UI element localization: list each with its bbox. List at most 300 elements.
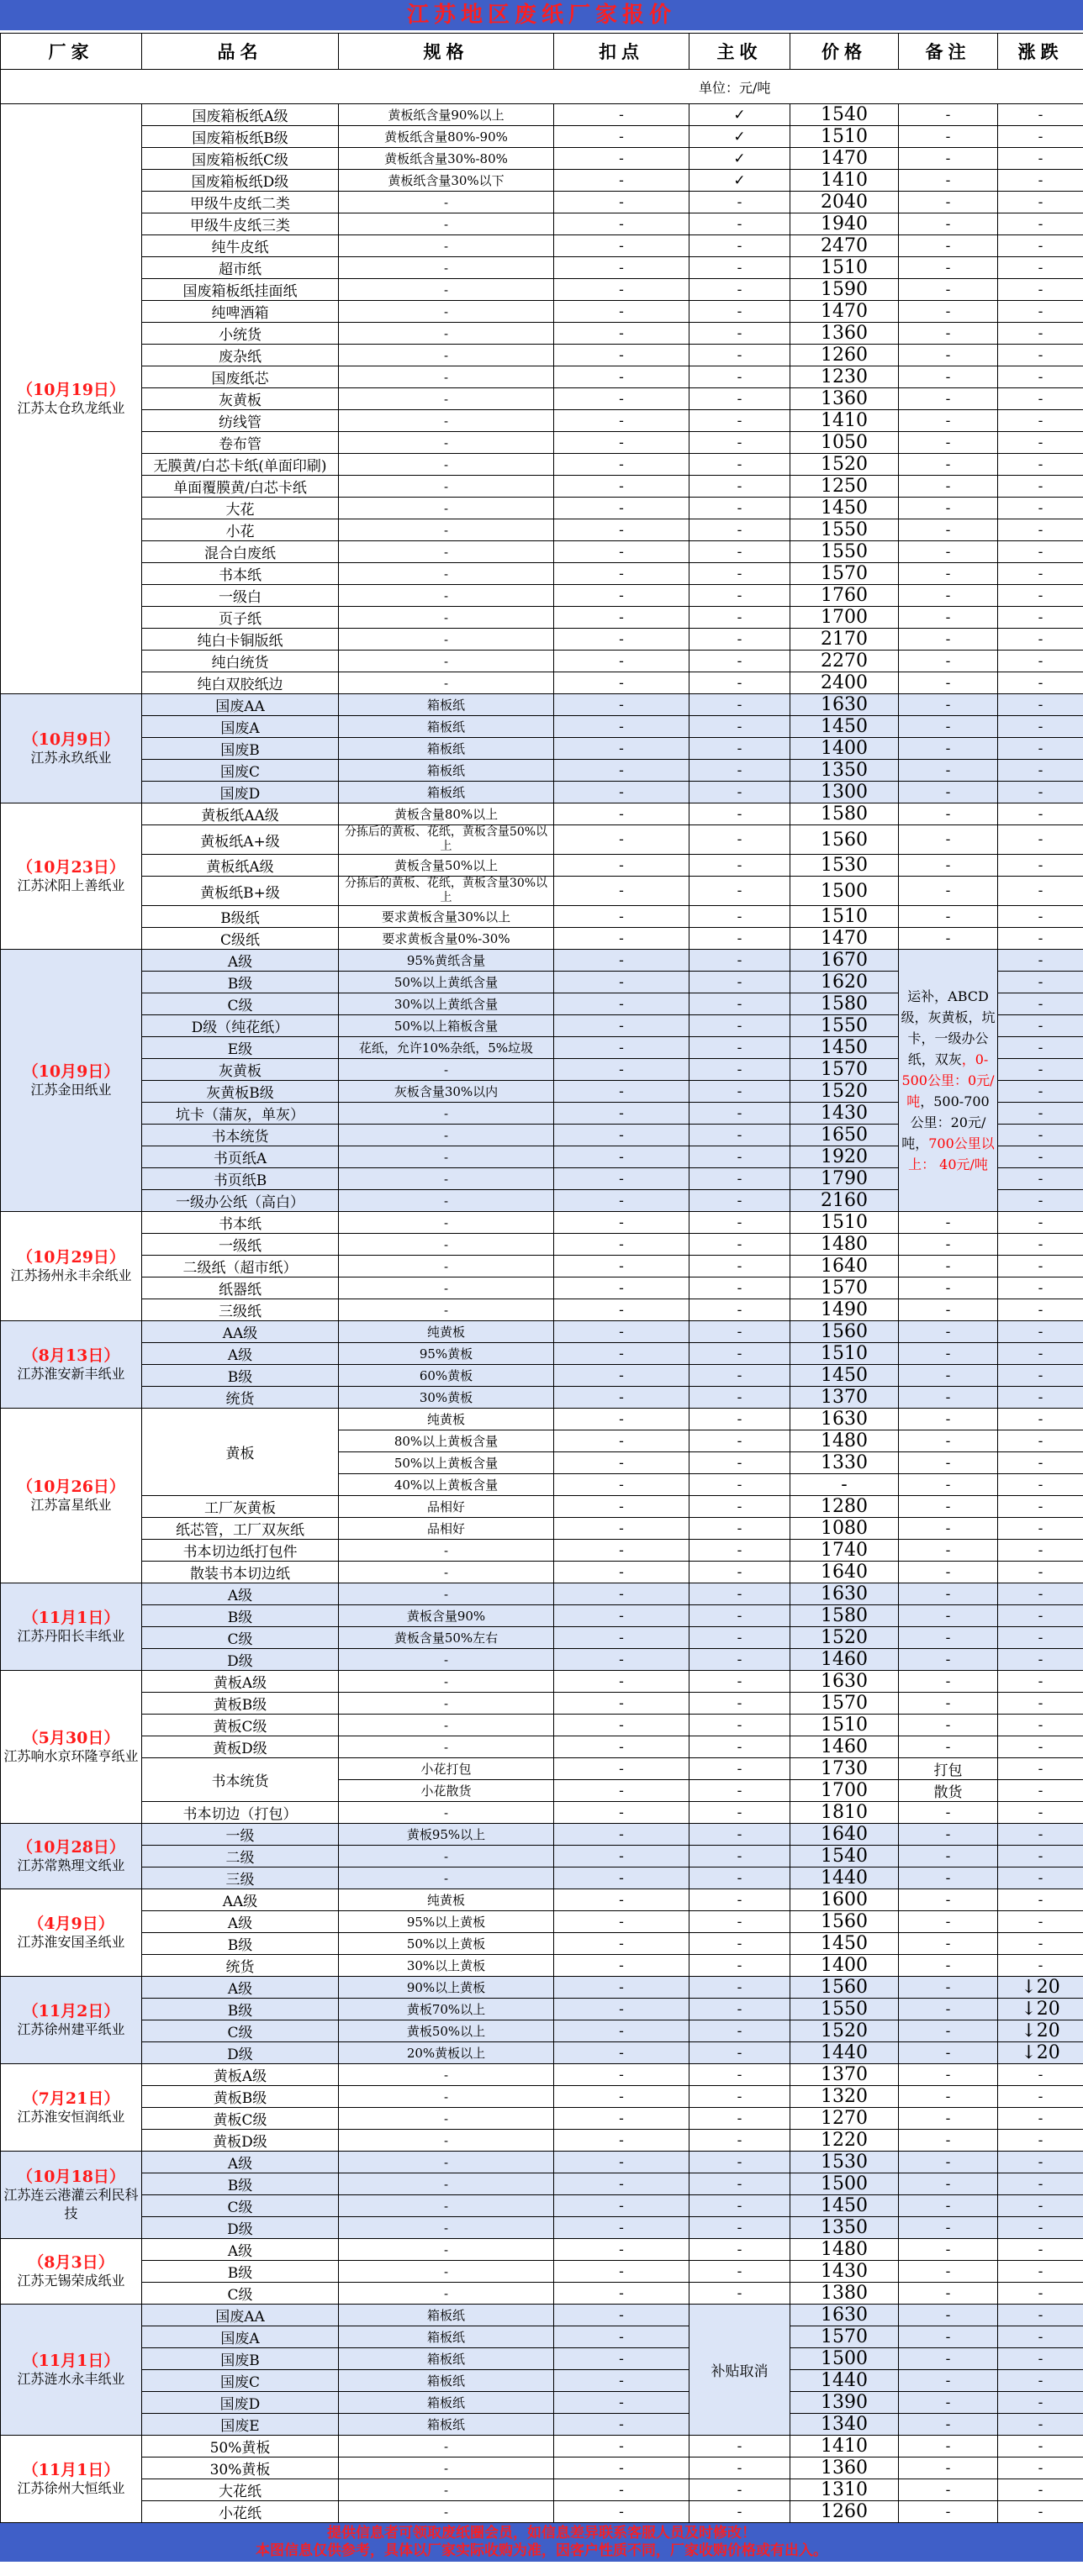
price-cell: 1570: [790, 1277, 899, 1299]
remark-cell: -: [899, 1496, 998, 1518]
remark-cell: -: [899, 476, 998, 498]
price-cell: 1340: [790, 2414, 899, 2436]
table-row: [1, 782, 1083, 803]
price-cell: 1520: [790, 1081, 899, 1103]
change-cell: -: [998, 1212, 1083, 1234]
remark-cell: -: [899, 629, 998, 651]
deduct-cell: -: [554, 410, 689, 432]
spec-cell: -: [339, 279, 554, 301]
deduct-cell: -: [554, 993, 689, 1015]
change-cell: -: [998, 2501, 1083, 2523]
price-cell: 1400: [790, 1955, 899, 1977]
spec-cell: 黄板含量50%左右: [339, 1627, 554, 1649]
table-row: [1, 1889, 1083, 1911]
header-change: 涨跌: [998, 34, 1083, 70]
change-cell: -: [998, 1168, 1083, 1190]
table-row: [1, 2064, 1083, 2086]
factory-date: （8月3日）: [28, 2252, 114, 2272]
table-row: [1, 323, 1083, 345]
change-cell: -: [998, 2479, 1083, 2501]
change-cell: -: [998, 694, 1083, 716]
remark-cell: -: [899, 541, 998, 563]
price-cell: 1520: [790, 454, 899, 476]
table-row: [1, 1365, 1083, 1387]
product-cell: 国废箱板纸挂面纸: [142, 279, 339, 301]
remark-cell: -: [899, 1474, 998, 1496]
remark-cell: 打包: [899, 1758, 998, 1780]
deduct-cell: -: [554, 454, 689, 476]
main-cell: -: [689, 498, 790, 519]
header-price: 价格: [790, 34, 899, 70]
change-cell: -: [998, 1125, 1083, 1146]
factory-date: （10月29日）: [17, 1247, 125, 1267]
factory-date: （10月23日）: [17, 857, 125, 877]
factory-cell: [1, 1409, 142, 1583]
change-cell: -: [998, 1037, 1083, 1059]
main-cell: -: [689, 454, 790, 476]
price-cell: 1480: [790, 2239, 899, 2261]
price-cell: 1230: [790, 366, 899, 388]
spec-cell: -: [339, 1234, 554, 1256]
product-cell: 国废A: [142, 2326, 339, 2348]
deduct-cell: -: [554, 928, 689, 950]
spec-cell: -: [339, 2152, 554, 2173]
change-cell: -: [998, 738, 1083, 760]
main-cell: -: [689, 1977, 790, 1999]
price-cell: 1590: [790, 279, 899, 301]
main-cell: -: [689, 651, 790, 672]
product-cell: 黄板B级: [142, 1693, 339, 1715]
product-cell: AA级: [142, 1321, 339, 1343]
table-row: [1, 2479, 1083, 2501]
product-cell: 坑卡（蒲灰，单灰）: [142, 1103, 339, 1125]
deduct-cell: -: [554, 825, 689, 855]
table-row: [1, 1299, 1083, 1321]
product-cell: 灰黄板B级: [142, 1081, 339, 1103]
deduct-cell: -: [554, 279, 689, 301]
price-cell: 1560: [790, 1321, 899, 1343]
main-cell: -: [689, 1780, 790, 1802]
main-cell: -: [689, 1605, 790, 1627]
price-cell: -: [790, 1474, 899, 1496]
remark-cell: -: [899, 2436, 998, 2457]
deduct-cell: -: [554, 2217, 689, 2239]
change-cell: -: [998, 345, 1083, 366]
table-row: [1, 1562, 1083, 1583]
deduct-cell: -: [554, 2479, 689, 2501]
spec-cell: -: [339, 1671, 554, 1693]
change-cell: -: [998, 541, 1083, 563]
change-cell: ↓20: [998, 2020, 1083, 2042]
spec-cell: 纯黄板: [339, 1409, 554, 1430]
spec-cell: 小花打包: [339, 1758, 554, 1780]
remark-cell: -: [899, 2392, 998, 2414]
change-cell: -: [998, 1518, 1083, 1540]
price-cell: 1560: [790, 1977, 899, 1999]
deduct-cell: -: [554, 1736, 689, 1758]
price-cell: 1360: [790, 388, 899, 410]
remark-cell: -: [899, 519, 998, 541]
spec-cell: 95%黄纸含量: [339, 950, 554, 972]
product-cell: 黄板C级: [142, 2108, 339, 2130]
table-row: [1, 651, 1083, 672]
factory-name: 江苏淮安国圣纸业: [17, 1933, 125, 1950]
table-row: [1, 1802, 1083, 1824]
deduct-cell: -: [554, 104, 689, 126]
price-cell: 1510: [790, 126, 899, 148]
remark-cell: -: [899, 2305, 998, 2326]
header-row: [1, 34, 1083, 70]
product-cell: 国废D: [142, 782, 339, 803]
deduct-cell: -: [554, 2457, 689, 2479]
main-cell: -: [689, 1146, 790, 1168]
subsidy-note: 补贴取消: [689, 2305, 790, 2436]
change-cell: -: [998, 1562, 1083, 1583]
remark-cell: -: [899, 1715, 998, 1736]
table-row: [1, 2283, 1083, 2305]
main-cell: -: [689, 1037, 790, 1059]
remark-cell: -: [899, 366, 998, 388]
product-cell: A级: [142, 2239, 339, 2261]
product-cell: 三级: [142, 1867, 339, 1889]
table-row: [1, 1627, 1083, 1649]
deduct-cell: -: [554, 2020, 689, 2042]
main-cell: -: [689, 716, 790, 738]
main-cell: -: [689, 1889, 790, 1911]
table-row: [1, 2042, 1083, 2064]
deduct-cell: -: [554, 541, 689, 563]
price-cell: 2170: [790, 629, 899, 651]
main-cell: -: [689, 825, 790, 855]
table-row: [1, 672, 1083, 694]
remark-cell: -: [899, 1889, 998, 1911]
product-cell: 纯白统货: [142, 651, 339, 672]
spec-cell: 黄板纸含量30%-80%: [339, 148, 554, 170]
product-cell: B级纸: [142, 906, 339, 928]
remark-cell: -: [899, 1933, 998, 1955]
spec-cell: 90%以上黄板: [339, 1977, 554, 1999]
remark-text: ，500-700公里：20元/吨，: [901, 1093, 990, 1151]
price-cell: 1270: [790, 2108, 899, 2130]
spec-cell: -: [339, 498, 554, 519]
spec-cell: -: [339, 2173, 554, 2195]
table-row: [1, 563, 1083, 585]
price-cell: 1440: [790, 2042, 899, 2064]
spec-cell: -: [339, 1190, 554, 1212]
change-cell: -: [998, 855, 1083, 877]
spec-cell: -: [339, 192, 554, 213]
remark-cell: -: [899, 1736, 998, 1758]
table-row: [1, 1715, 1083, 1736]
deduct-cell: -: [554, 476, 689, 498]
table-row: [1, 1277, 1083, 1299]
deduct-cell: -: [554, 2305, 689, 2326]
header-deduct: 扣点: [554, 34, 689, 70]
change-cell: -: [998, 1846, 1083, 1867]
remark-cell: -: [899, 148, 998, 170]
table-row: [1, 1911, 1083, 1933]
price-cell: 2040: [790, 192, 899, 213]
price-cell: 1630: [790, 1409, 899, 1430]
product-cell: C级: [142, 2195, 339, 2217]
deduct-cell: -: [554, 1452, 689, 1474]
product-cell: 黄板A级: [142, 1671, 339, 1693]
change-cell: -: [998, 1190, 1083, 1212]
spec-cell: -: [339, 213, 554, 235]
main-cell: -: [689, 2457, 790, 2479]
table-row: [1, 2370, 1083, 2392]
main-cell: -: [689, 388, 790, 410]
price-cell: 1670: [790, 950, 899, 972]
table-row: [1, 2152, 1083, 2173]
change-cell: -: [998, 1955, 1083, 1977]
price-cell: 1450: [790, 716, 899, 738]
change-cell: ↓20: [998, 1977, 1083, 1999]
table-row: [1, 1736, 1083, 1758]
change-cell: -: [998, 126, 1083, 148]
change-cell: -: [998, 1059, 1083, 1081]
main-cell: -: [689, 2130, 790, 2152]
price-cell: 1360: [790, 2457, 899, 2479]
table-row: [1, 738, 1083, 760]
price-cell: 1080: [790, 1518, 899, 1540]
change-cell: -: [998, 519, 1083, 541]
change-cell: -: [998, 906, 1083, 928]
remark-cell: -: [899, 1234, 998, 1256]
product-cell: 国废B: [142, 2348, 339, 2370]
price-cell: 1500: [790, 2173, 899, 2195]
deduct-cell: -: [554, 1780, 689, 1802]
deduct-cell: -: [554, 170, 689, 192]
product-cell: 纯牛皮纸: [142, 235, 339, 257]
spec-cell: 50%以上箱板含量: [339, 1015, 554, 1037]
table-row: [1, 126, 1083, 148]
table-row: [1, 1605, 1083, 1627]
table-row: [1, 906, 1083, 928]
freight-remark: [899, 950, 998, 1212]
deduct-cell: -: [554, 585, 689, 607]
deduct-cell: -: [554, 906, 689, 928]
product-cell: 国废A: [142, 716, 339, 738]
remark-cell: -: [899, 2130, 998, 2152]
spec-cell: -: [339, 235, 554, 257]
main-cell: -: [689, 1693, 790, 1715]
product-cell: 书本统货: [142, 1758, 339, 1802]
spec-cell: 要求黄板含量30%以上: [339, 906, 554, 928]
product-cell: 卷布管: [142, 432, 339, 454]
factory-cell: [1, 1824, 142, 1889]
deduct-cell: -: [554, 1234, 689, 1256]
product-cell: B级: [142, 972, 339, 993]
factory-cell: [1, 2064, 142, 2152]
main-cell: -: [689, 235, 790, 257]
price-cell: 1250: [790, 476, 899, 498]
remark-cell: -: [899, 104, 998, 126]
product-cell: 纯白卡铜版纸: [142, 629, 339, 651]
deduct-cell: -: [554, 1343, 689, 1365]
table-row: [1, 104, 1083, 126]
change-cell: -: [998, 1015, 1083, 1037]
change-cell: -: [998, 476, 1083, 498]
table-row: [1, 2020, 1083, 2042]
product-cell: 书页纸A: [142, 1146, 339, 1168]
price-cell: 1450: [790, 1037, 899, 1059]
change-cell: -: [998, 1802, 1083, 1824]
price-cell: 1550: [790, 519, 899, 541]
deduct-cell: -: [554, 2414, 689, 2436]
factory-cell: [1, 950, 142, 1212]
deduct-cell: -: [554, 2501, 689, 2523]
product-cell: 纯啤酒箱: [142, 301, 339, 323]
price-cell: 1280: [790, 1496, 899, 1518]
remark-cell: 散货: [899, 1780, 998, 1802]
factory-date: （10月28日）: [17, 1837, 125, 1857]
main-cell: -: [689, 1343, 790, 1365]
deduct-cell: -: [554, 1146, 689, 1168]
product-cell: 30%黄板: [142, 2457, 339, 2479]
factory-name: 江苏徐州建平纸业: [17, 2020, 125, 2037]
deduct-cell: -: [554, 2392, 689, 2414]
product-cell: 国废C: [142, 2370, 339, 2392]
main-cell: -: [689, 1234, 790, 1256]
table-row: [1, 2173, 1083, 2195]
product-cell: B级: [142, 1933, 339, 1955]
header-remark: 备注: [899, 34, 998, 70]
spec-cell: 60%黄板: [339, 1365, 554, 1387]
change-cell: -: [998, 1430, 1083, 1452]
main-cell: -: [689, 432, 790, 454]
deduct-cell: -: [554, 192, 689, 213]
change-cell: -: [998, 825, 1083, 855]
change-cell: -: [998, 803, 1083, 825]
main-cell: -: [689, 1299, 790, 1321]
main-cell: -: [689, 1562, 790, 1583]
remark-cell: -: [899, 2152, 998, 2173]
product-cell: B级: [142, 2261, 339, 2283]
spec-cell: -: [339, 2479, 554, 2501]
factory-date: （11月1日）: [22, 1608, 120, 1627]
factory-cell: [1, 2239, 142, 2305]
main-cell: -: [689, 877, 790, 906]
factory-name: 江苏响水京环隆亨纸业: [3, 1747, 139, 1764]
table-row: [1, 1496, 1083, 1518]
price-cell: 1260: [790, 345, 899, 366]
change-cell: -: [998, 2348, 1083, 2370]
remark-cell: -: [899, 782, 998, 803]
product-cell: 黄板纸AA级: [142, 803, 339, 825]
factory-cell: [1, 803, 142, 950]
table-row: [1, 192, 1083, 213]
price-cell: 1470: [790, 148, 899, 170]
spec-cell: 花纸，允许10%杂纸，5%垃圾: [339, 1037, 554, 1059]
deduct-cell: -: [554, 213, 689, 235]
deduct-cell: -: [554, 498, 689, 519]
table-row: [1, 301, 1083, 323]
deduct-cell: -: [554, 1758, 689, 1780]
spec-cell: -: [339, 2239, 554, 2261]
price-cell: 1450: [790, 498, 899, 519]
deduct-cell: -: [554, 877, 689, 906]
change-cell: -: [998, 2392, 1083, 2414]
spec-cell: -: [339, 476, 554, 498]
main-cell: -: [689, 2064, 790, 2086]
spec-cell: -: [339, 257, 554, 279]
product-cell: 混合白废纸: [142, 541, 339, 563]
deduct-cell: -: [554, 235, 689, 257]
product-cell: 黄板D级: [142, 1736, 339, 1758]
product-cell: 国废纸芯: [142, 366, 339, 388]
main-cell: ✓: [689, 170, 790, 192]
product-cell: 单面覆膜黄/白芯卡纸: [142, 476, 339, 498]
table-row: [1, 519, 1083, 541]
change-cell: -: [998, 323, 1083, 345]
spec-cell: -: [339, 1168, 554, 1190]
price-table: [0, 33, 1083, 2523]
main-cell: -: [689, 2152, 790, 2173]
change-cell: -: [998, 2326, 1083, 2348]
deduct-cell: -: [554, 1518, 689, 1540]
change-cell: -: [998, 1933, 1083, 1955]
spec-cell: -: [339, 410, 554, 432]
price-cell: 1400: [790, 738, 899, 760]
price-cell: 1810: [790, 1802, 899, 1824]
main-cell: -: [689, 993, 790, 1015]
change-cell: -: [998, 2370, 1083, 2392]
product-cell: 黄板D级: [142, 2130, 339, 2152]
spec-cell: -: [339, 1562, 554, 1583]
remark-cell: -: [899, 2348, 998, 2370]
table-row: [1, 2305, 1083, 2326]
spec-cell: 品相好: [339, 1496, 554, 1518]
spec-cell: -: [339, 541, 554, 563]
main-cell: -: [689, 1933, 790, 1955]
spec-cell: -: [339, 2501, 554, 2523]
price-cell: 1350: [790, 760, 899, 782]
product-cell: 书页纸B: [142, 1168, 339, 1190]
deduct-cell: -: [554, 1933, 689, 1955]
factory-date: （10月19日）: [17, 380, 125, 399]
product-cell: 黄板纸A+级: [142, 825, 339, 855]
remark-cell: -: [899, 2261, 998, 2283]
factory-name: 江苏无锡荣成纸业: [17, 2272, 125, 2289]
main-cell: -: [689, 950, 790, 972]
spec-cell: 黄板50%以上: [339, 2020, 554, 2042]
change-cell: -: [998, 2305, 1083, 2326]
product-cell: 大花: [142, 498, 339, 519]
table-row: [1, 498, 1083, 519]
price-cell: 1370: [790, 2064, 899, 2086]
change-cell: -: [998, 1365, 1083, 1387]
product-cell: 黄板纸A级: [142, 855, 339, 877]
deduct-cell: -: [554, 1299, 689, 1321]
price-cell: 1640: [790, 1256, 899, 1277]
factory-name: 江苏沭阳上善纸业: [17, 877, 125, 893]
factory-date: （4月9日）: [28, 1914, 114, 1933]
main-cell: -: [689, 1365, 790, 1387]
table-row: [1, 2217, 1083, 2239]
product-cell: B级: [142, 2173, 339, 2195]
product-cell: 页子纸: [142, 607, 339, 629]
remark-text: ，0-500公里：0元/吨: [901, 1051, 995, 1109]
deduct-cell: -: [554, 651, 689, 672]
remark-cell: -: [899, 1562, 998, 1583]
spec-cell: -: [339, 2457, 554, 2479]
deduct-cell: -: [554, 1474, 689, 1496]
table-row: [1, 928, 1083, 950]
spec-cell: 要求黄板含量0%-30%: [339, 928, 554, 950]
price-cell: 1510: [790, 1212, 899, 1234]
product-cell: A级: [142, 2152, 339, 2173]
